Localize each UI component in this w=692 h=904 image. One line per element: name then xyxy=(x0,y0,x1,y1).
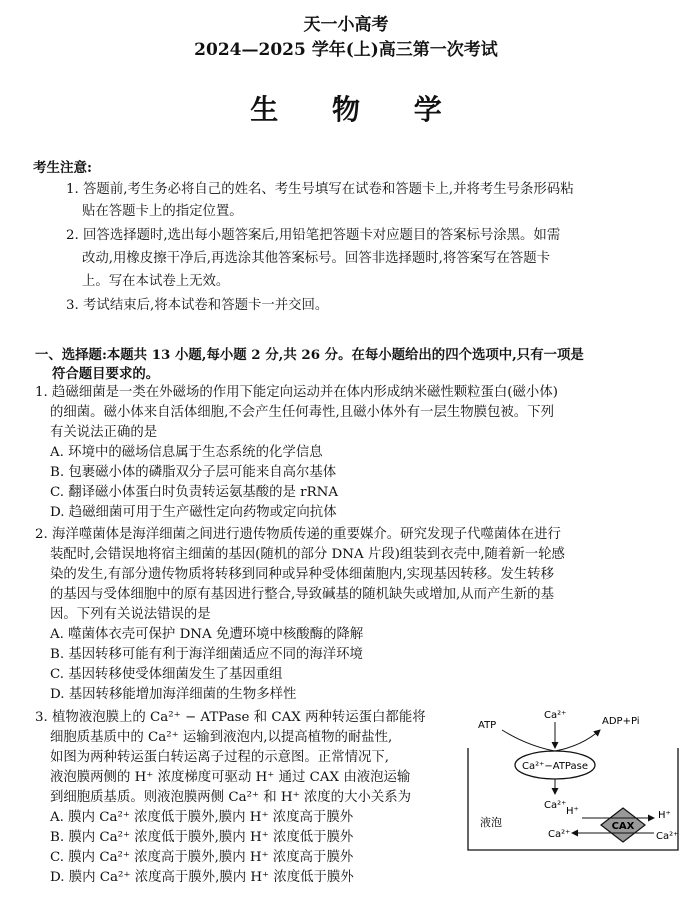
question-2-option-c: C. 基因转移使受体细菌发生了基因重组 xyxy=(50,667,283,682)
notice-line: 上。写在本试卷上无效。 xyxy=(82,274,230,289)
question-2-stem: 2. 海洋噬菌体是海洋细菌之间进行遗传物质传递的重要媒介。研究发现子代噬菌体在进行 xyxy=(35,527,561,542)
question-1-stem: 的细菌。磁小体来自活体细胞,不会产生任何毒性,且磁小体外有一层生物膜包被。下列 xyxy=(50,405,554,420)
question-3-stem: 如图为两种转运蛋白转运离子过程的示意图。正常情况下, xyxy=(50,750,390,765)
question-2-stem: 染的发生,有部分遗传物质将转移到同种或异种受体细菌胞内,实现基因转移。发生转移 xyxy=(50,567,554,582)
question-3-stem: 到细胞质基质。则液泡膜两侧 Ca²⁺ 和 H⁺ 浓度的大小关系为 xyxy=(50,790,412,805)
ca-right-label: Ca²⁺ xyxy=(656,831,679,842)
ca-inside-label: Ca²⁺ xyxy=(544,800,567,811)
notice-title: 考生注意: xyxy=(33,160,92,176)
notice-line: 改动,用橡皮擦干净后,再选涂其他答案标号。回答非选择题时,将答案写在答题卡 xyxy=(82,251,551,266)
h-right-label: H⁺ xyxy=(658,810,671,821)
question-2-stem: 的基因与受体细胞中的原有基因进行整合,导致碱基的随机缺失或增加,从而产生新的基 xyxy=(50,587,554,602)
question-2-stem: 装配时,会错误地将宿主细菌的基因(随机的部分 DNA 片段)组装到衣壳中,随着新一轮感 xyxy=(50,547,565,562)
question-2-option-d: D. 基因转移能增加海洋细菌的生物多样性 xyxy=(50,687,297,702)
vacuole-label: 液泡 xyxy=(480,816,502,829)
question-3-option-b: B. 膜内 Ca²⁺ 浓度低于膜外,膜内 H⁺ 浓度低于膜外 xyxy=(50,830,354,845)
cax-label: CAX xyxy=(611,821,635,832)
adp-pi-label: ADP+Pi xyxy=(602,716,640,727)
vacuole-transport-figure xyxy=(460,708,688,858)
subject-title: 生 物 学 xyxy=(250,93,464,126)
exam-title: 2024—2025 学年(上)高三第一次考试 xyxy=(194,40,498,60)
question-1-stem: 有关说法正确的是 xyxy=(50,425,158,440)
notice-line: 贴在答题卡上的指定位置。 xyxy=(82,204,243,219)
question-3-stem: 细胞质基质中的 Ca²⁺ 运输到液泡内,以提高植物的耐盐性, xyxy=(50,730,393,745)
question-3-option-d: D. 膜内 Ca²⁺ 浓度高于膜外,膜内 H⁺ 浓度低于膜外 xyxy=(50,870,354,885)
question-1-option-b: B. 包裹磁小体的磷脂双分子层可能来自高尔基体 xyxy=(50,465,337,480)
question-3-stem: 液泡膜两侧的 H⁺ 浓度梯度可驱动 H⁺ 通过 CAX 由液泡运输 xyxy=(50,770,411,785)
question-1-option-c: C. 翻译磁小体蛋白时负责转运氨基酸的是 rRNA xyxy=(50,485,339,500)
question-3-stem: 3. 植物液泡膜上的 Ca²⁺ − ATPase 和 CAX 两种转运蛋白都能将 xyxy=(35,710,426,725)
ca-top-label: Ca²⁺ xyxy=(544,710,567,721)
question-2-option-a: A. 噬菌体衣壳可保护 DNA 免遭环境中核酸酶的降解 xyxy=(50,627,364,642)
notice-line: 3. 考试结束后,将本试卷和答题卡一并交回。 xyxy=(66,298,329,313)
notice-line: 2. 回答选择题时,选出每小题答案后,用铅笔把答题卡对应题目的答案标号涂黑。如需 xyxy=(66,228,561,243)
h-left-label: H⁺ xyxy=(566,806,579,817)
atp-label: ATP xyxy=(478,720,497,731)
question-2-stem: 因。下列有关说法错误的是 xyxy=(50,607,211,622)
question-3-option-a: A. 膜内 Ca²⁺ 浓度低于膜外,膜内 H⁺ 浓度高于膜外 xyxy=(50,810,354,825)
question-2-option-b: B. 基因转移可能有利于海洋细菌适应不同的海洋环境 xyxy=(50,647,363,662)
question-1-option-a: A. 环境中的磁场信息属于生态系统的化学信息 xyxy=(50,445,323,460)
notice-line: 1. 答题前,考生务必将自己的姓名、考生号填写在试卷和答题卡上,并将考生号条形码粘 xyxy=(66,182,574,197)
question-1-stem: 1. 趋磁细菌是一类在外磁场的作用下能定向运动并在体内形成纳米磁性颗粒蛋白(磁小体) xyxy=(35,385,558,400)
exam-series-title: 天一小高考 xyxy=(303,15,389,35)
question-1-option-d: D. 趋磁细菌可用于生产磁性定向药物或定向抗体 xyxy=(50,505,337,520)
ca-left-label: Ca²⁺ xyxy=(548,829,571,840)
question-3-option-c: C. 膜内 Ca²⁺ 浓度高于膜外,膜内 H⁺ 浓度高于膜外 xyxy=(50,850,354,865)
ca-atpase-label: Ca²⁺−ATPase xyxy=(521,761,589,772)
section-heading: 符合题目要求的。 xyxy=(52,366,160,382)
section-heading: 一、选择题:本题共 13 小题,每小题 2 分,共 26 分。在每小题给出的四个选项中,只有一项是 xyxy=(35,347,584,363)
